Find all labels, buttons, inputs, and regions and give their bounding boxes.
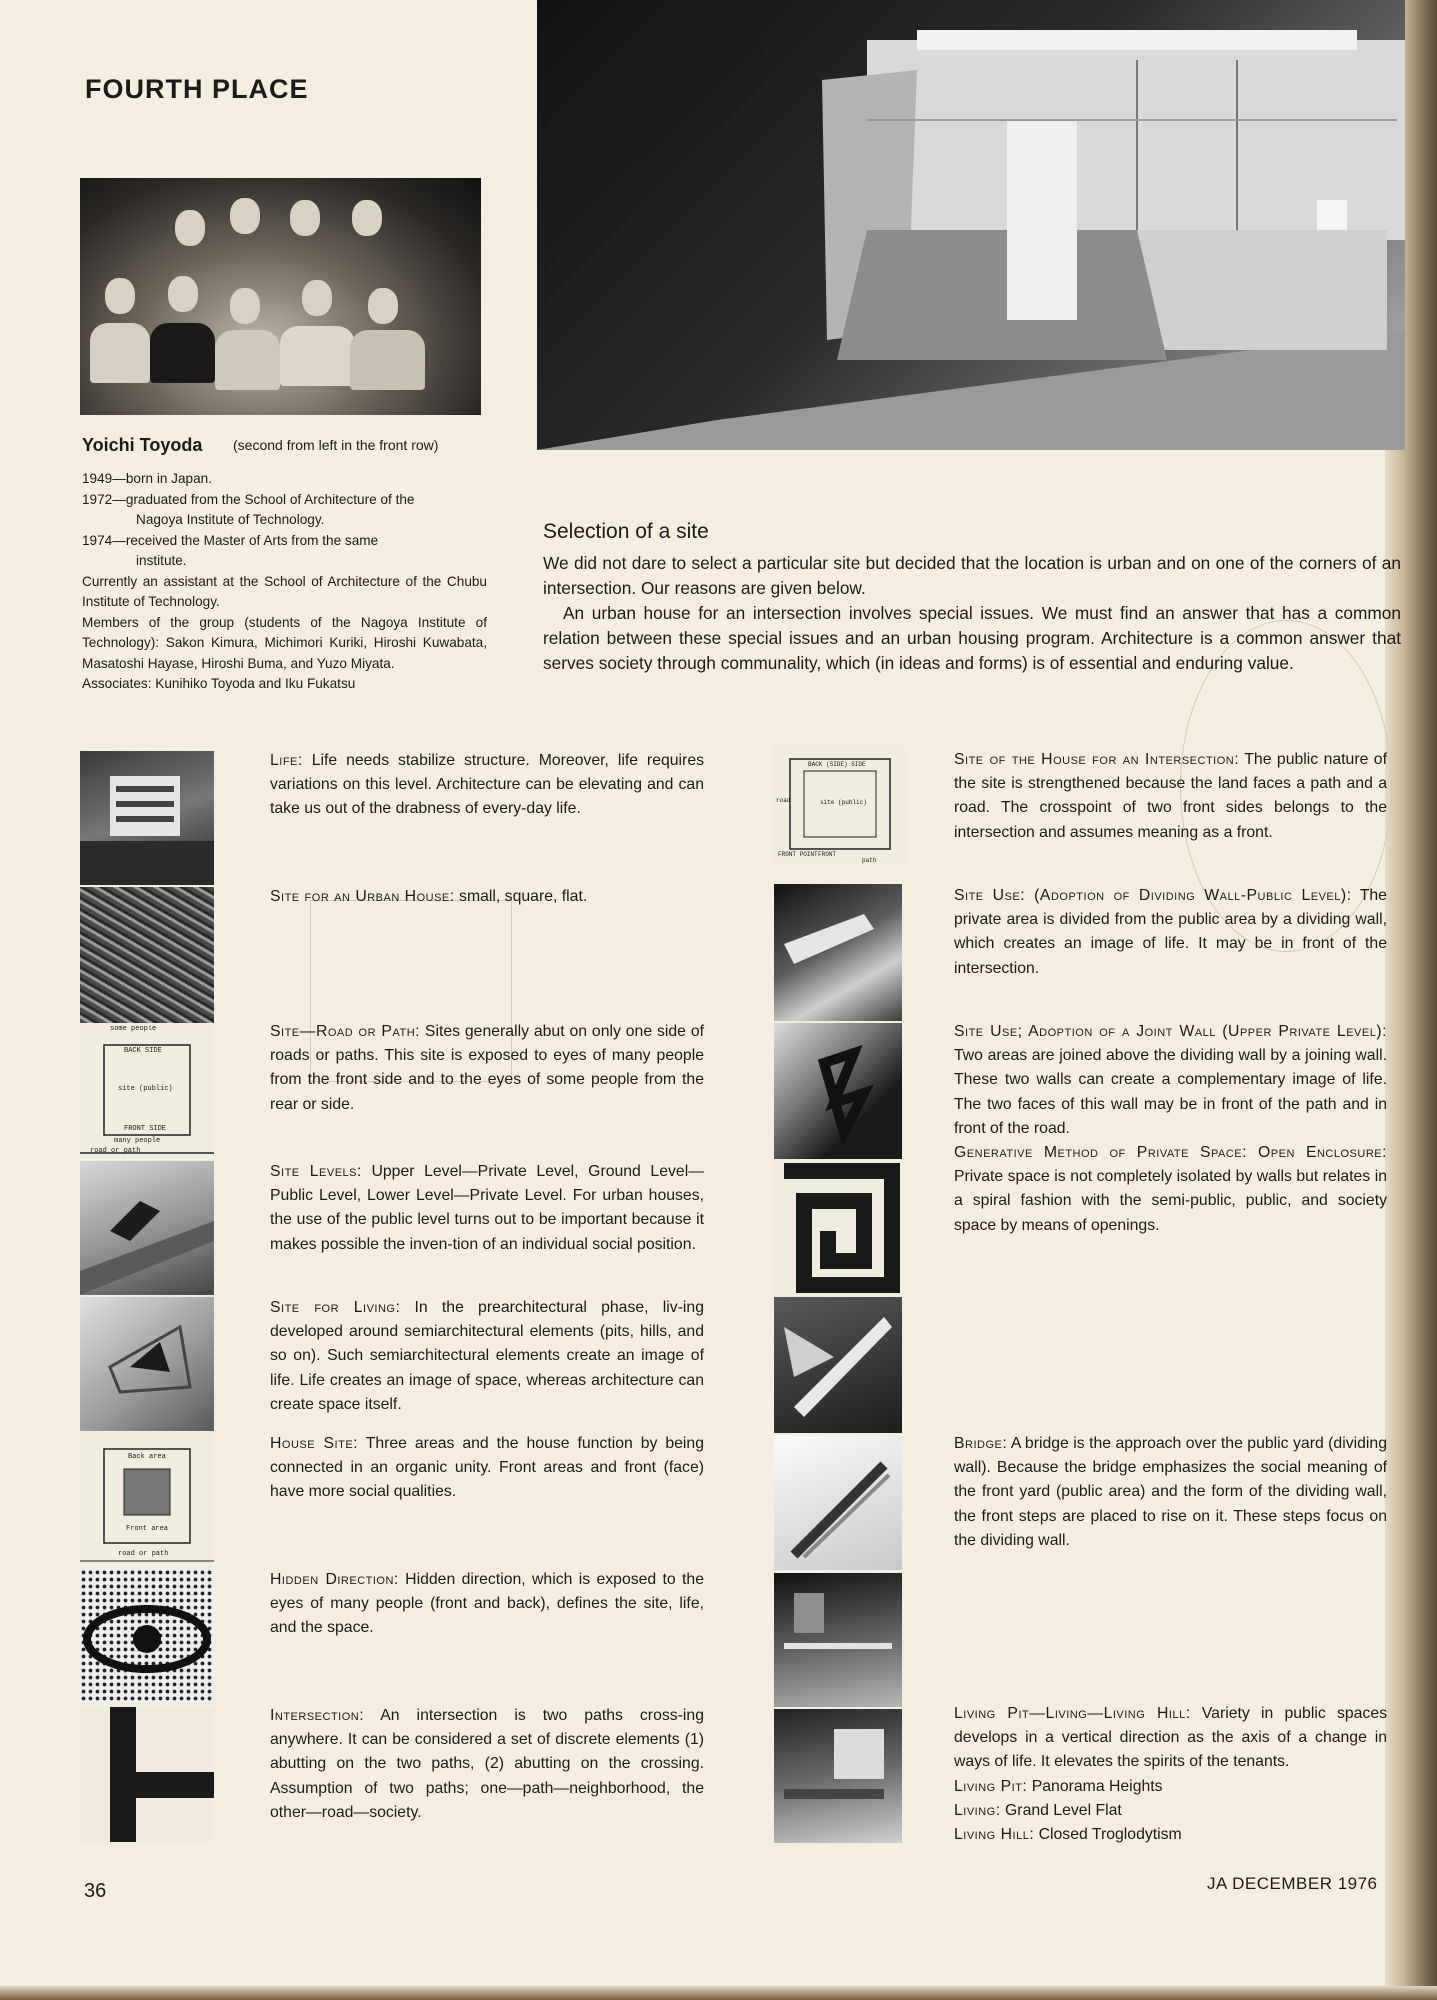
diagram-label: many people [114, 1137, 161, 1145]
diagram-label: road or path [118, 1550, 169, 1558]
item-life [270, 749, 704, 822]
diagram-label: FRONT SIDE [124, 1125, 167, 1133]
selection-paragraph: We did not dare to select a particular site but decided that the location is urban and on one of the corners of an intersection. Our reasons are given below. [543, 553, 1401, 598]
item-text: Panorama Heights [1031, 1777, 1163, 1795]
item-label: Site Use: (Adoption of Dividing Wall-Public Level): [954, 887, 1352, 904]
winner-name: Yoichi Toyoda [82, 435, 203, 455]
item-label: Site Levels: [270, 1163, 362, 1180]
thumb-urban-aerial [80, 887, 214, 1023]
item-bridge [954, 1432, 1387, 1553]
bio-line: Nagoya Institute of Technology. [136, 512, 325, 527]
thumb-living-interior-2 [774, 1709, 902, 1843]
item-label: Site of the House for an Intersection: [954, 751, 1240, 768]
diagram-label: Front area [126, 1525, 169, 1533]
item-text: Variety in public spaces develops in a vertical direction as the axis of a change in ways of life. It elevates the spirits of the tenants. [954, 1705, 1387, 1771]
thumb-stairs-detail [774, 1435, 902, 1570]
bio-line: Members of the group (students of the Nagoya Institute of Technology): Sakon Kimura, Michimori Kuriki, Hiroshi Kuwabata, Masatoshi Hayase, Hiroshi Buma, and Yuzo Miyata. [82, 614, 487, 671]
diagram-label: Back area [128, 1453, 166, 1461]
item-site-levels [270, 1160, 704, 1257]
item-text: Upper Level—Private Level, Ground Level—Public Level, Lower Level—Private Level. For urban houses, the use of the public level turns out to be important because it makes possible the inven-tion of an individual social position. [270, 1163, 704, 1253]
thumb-bridge-model [774, 1297, 902, 1433]
thumb-house-site-diagram [80, 1433, 214, 1567]
item-label: Living Pit—Living—Living Hill: [954, 1705, 1191, 1722]
item-label: House Site: [270, 1435, 359, 1452]
thumb-road-path-diagram [80, 1025, 214, 1159]
bio-line: institute. [136, 553, 187, 568]
bio-line: 1949—born in Japan. [82, 471, 212, 486]
winner-name-note: (second from left in the front row) [233, 437, 439, 453]
item-label: Living Hill: [954, 1826, 1035, 1844]
selection-paragraph: An urban house for an intersection involves special issues. We must find an answer that has a common relation between these special issues and an urban housing program. Architecture is a common answer that serves society through communality, which (in ideas and forms) is of essential and enduring value. [543, 603, 1401, 673]
thumb-site-levels-model [80, 1161, 214, 1295]
item-text: The private area is divided from the public area by a dividing wall, which creates an image of life. It may be in front of the intersection. [954, 887, 1387, 977]
diagram-label: site (public) [820, 799, 867, 806]
item-label: Bridge: [954, 1435, 1008, 1452]
journal-footer: JA DECEMBER 1976 [1207, 1874, 1378, 1893]
item-site-urban-house [270, 885, 704, 909]
item-label: Generative Method of Private Space: Open Enclosure: [954, 1144, 1387, 1162]
item-text: In the prearchitectural phase, liv-ing developed around semiarchitectural elements (pits, hills, and so on). Such semiarchitectural elements create an image of life. Life creates an image of space, whereas architecture can create space itself. [270, 1299, 704, 1413]
bio-line: Currently an assistant at the School of Architecture of the Chubu Institute of Technology. [82, 573, 487, 609]
item-text: Three areas and the house function by being connected in an organic unity. Front areas and front (face) have more social qualities. [270, 1435, 704, 1501]
item-text: Two areas are joined above the dividing wall by a joining wall. These two walls can create a complementary image of life. The two faces of this wall may be in front of the path and in front of the road. [954, 1047, 1387, 1137]
item-hidden-direction [270, 1568, 704, 1641]
item-text: Sites generally abut on only one side of roads or paths. This site is exposed to eyes of many people from the front side and to the eyes of some people from the rear or side. [270, 1023, 704, 1113]
item-text: Grand Level Flat [1005, 1801, 1122, 1819]
item-intersection [270, 1704, 704, 1825]
thumb-spiral-enclosure [774, 1161, 902, 1295]
item-site-for-living [270, 1296, 704, 1417]
item-text: small, square, flat. [459, 888, 588, 905]
diagram-label: some people [110, 1025, 157, 1033]
selection-heading: Selection of a site [543, 520, 709, 543]
item-text: Private space is not completely isolated by walls but relates in a spiral fashion with the semi-public, public, and society space by means of openings. [954, 1168, 1387, 1234]
page-bottom-edge [0, 1986, 1437, 2000]
item-text: A bridge is the approach over the public yard (dividing wall). Because the bridge emphasizes the social meaning of the front yard (public area) and the form of the dividing wall, the front steps are placed to rise on it. These steps focus on the dividing wall. [954, 1435, 1387, 1549]
thumb-dividing-wall-model [774, 884, 902, 1021]
item-living-pit-hill [954, 1702, 1387, 1847]
diagram-label: road or path [90, 1147, 141, 1155]
thumb-life-building [80, 751, 214, 885]
page-number: 36 [84, 1880, 107, 1902]
item-label: Site—Road or Path: [270, 1023, 421, 1040]
diagram-label: site (public) [118, 1085, 173, 1093]
item-site-road-path [270, 1020, 704, 1117]
thumb-site-living-model [80, 1297, 214, 1431]
diagram-label: path [862, 857, 877, 864]
item-label: Intersection: [270, 1707, 365, 1724]
item-label: Hidden Direction: [270, 1571, 399, 1588]
thumb-hidden-direction-eye [80, 1569, 214, 1703]
thumb-living-interior-1 [774, 1573, 902, 1707]
item-label: Living Pit: [954, 1777, 1028, 1795]
diagram-label: BACK (SIDE) SIDE [808, 761, 866, 768]
bio-line: 1974—received the Master of Arts from the same [82, 532, 379, 548]
page-title: FOURTH PLACE [85, 74, 309, 104]
bio-line: 1972—graduated from the School of Architecture of the [82, 491, 415, 507]
thumb-intersection-site-diagram [774, 747, 905, 867]
item-text: Life needs stabilize structure. Moreover, life requires variations on this level. Architecture can be elevating and can take us out of the drabness of every-day life. [270, 752, 704, 818]
winner-bio [82, 469, 487, 695]
item-house-site [270, 1432, 704, 1505]
item-site-use-dividing-wall [954, 884, 1387, 981]
item-label: Site for an Urban House: [270, 888, 455, 905]
item-text: Hidden direction, which is exposed to the eyes of many people (front and back), defines the site, life, and the space. [270, 1571, 704, 1637]
thumb-joint-wall-model [774, 1023, 902, 1159]
item-site-use-joint-wall [954, 1020, 1387, 1238]
model-photo [537, 0, 1405, 450]
item-text: An intersection is two paths cross-ing anywhere. It can be considered a set of discrete elements (1) abutting on the two paths, (2) abutting on the crossing. Assumption of two paths; one—path—neighborhood, the other—road—society. [270, 1707, 704, 1821]
item-label: Site Use; Adoption of a Joint Wall (Upper Private Level): [954, 1023, 1387, 1040]
item-label: Life: [270, 752, 303, 769]
item-text: The public nature of the site is strengthened because the land faces a path and a road. The crosspoint of two front sides belongs to the intersection and assumes meaning as a front. [954, 751, 1387, 841]
item-label: Site for Living: [270, 1299, 401, 1316]
thumb-intersection-cross [80, 1707, 214, 1842]
diagram-label: road [776, 797, 791, 804]
diagram-label: FRONT [818, 851, 837, 858]
group-photo [80, 178, 481, 415]
item-text: Closed Troglodytism [1038, 1826, 1182, 1844]
diagram-label: FRONT POINT [778, 851, 818, 858]
selection-body [543, 551, 1401, 676]
item-site-house-intersection [954, 748, 1387, 845]
diagram-label: BACK SIDE [124, 1047, 162, 1055]
item-label: Living: [954, 1801, 1001, 1819]
bio-line: Associates: Kunihiko Toyoda and Iku Fukatsu [82, 676, 356, 691]
